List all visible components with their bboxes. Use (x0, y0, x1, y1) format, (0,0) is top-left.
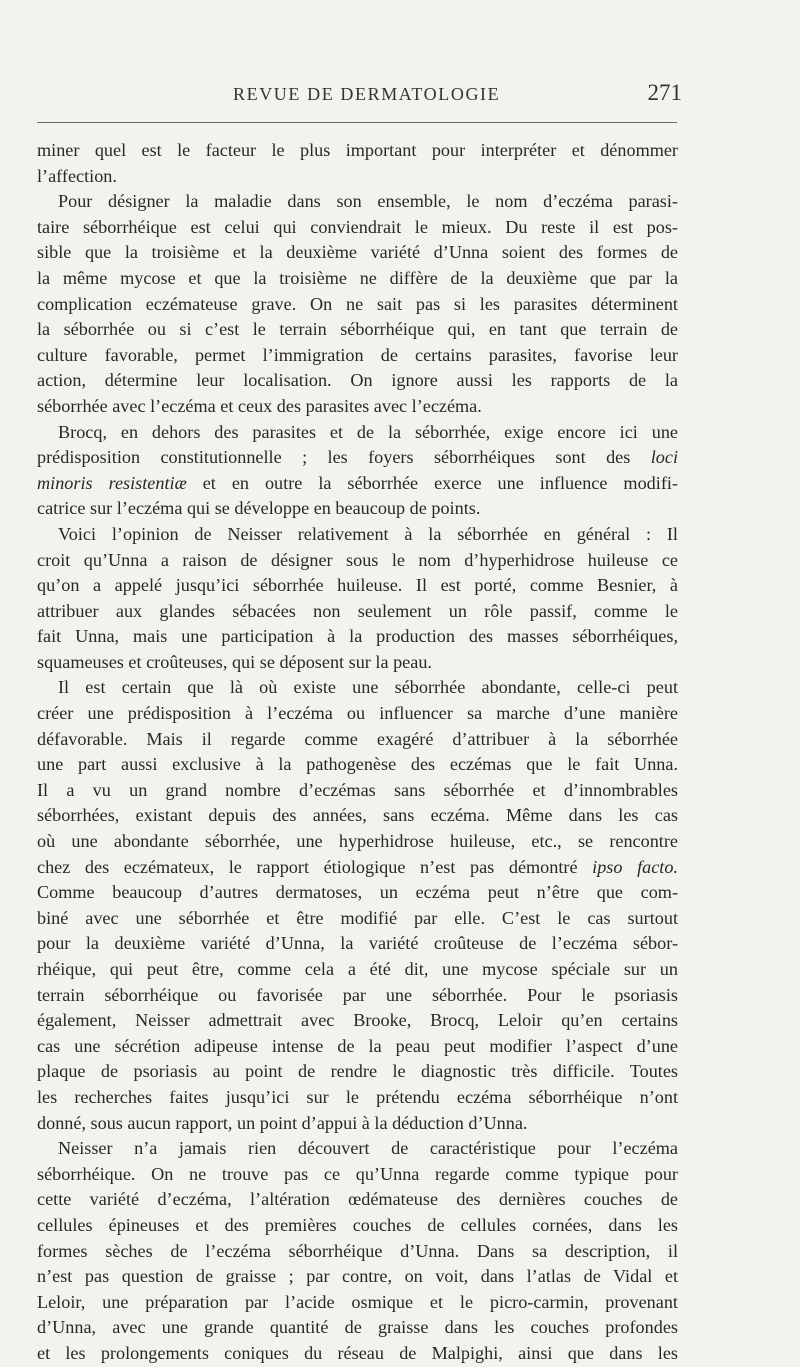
line-text: et les prolongements coniques du réseau de Malpighi, ainsi que dans les (37, 1342, 678, 1363)
line-text: la séborrhée ou si c’est le terrain séborrhéique qui, en tant que terrain de (37, 319, 678, 340)
line-text: également, Neisser admettrait avec Brooke, Brocq, Leloir qu’en certains (37, 1010, 678, 1031)
line-text: n’est pas question de graisse ; par contre, on voit, dans l’atlas de Vidal et (37, 1266, 678, 1287)
line-text: taire séborrhéique est celui qui conviendrait le mieux. Du reste il est pos- (37, 216, 678, 237)
text-line (37, 1085, 678, 1111)
line-text: chez des eczémateux, le rapport étiologique n’est pas démontré (37, 856, 593, 877)
text-line (37, 522, 678, 548)
text-line (37, 164, 678, 190)
text-line (37, 138, 678, 164)
line-text: terrain séborrhéique ou favorisée par une séborrhée. Pour le psoriasis (37, 984, 678, 1005)
page-number: 271 (647, 80, 682, 105)
body-text (37, 138, 678, 1367)
text-line (37, 675, 678, 701)
line-text: miner quel est le facteur le plus important pour interpréter et dénommer (37, 140, 678, 160)
text-line (37, 931, 678, 957)
text-line (37, 957, 678, 983)
line-text: Il est certain que là où existe une séborrhée abondante, celle-ci peut (58, 677, 678, 698)
text-line (37, 1059, 678, 1085)
line-text: biné avec une séborrhée et être modifié par elle. C’est le cas surtout (37, 907, 678, 928)
line-text: culture favorable, permet l’immigration de certains parasites, favorise leur (37, 344, 678, 365)
text-line (37, 1111, 678, 1137)
text-line (37, 215, 678, 241)
line-text: les recherches faites jusqu’ici sur le prétendu eczéma séborrhéique n’ont (37, 1086, 678, 1107)
text-line (37, 1034, 678, 1060)
journal-title: REVUE DE DERMATOLOGIE (233, 84, 501, 104)
line-text: la même mycose et que la troisième ne diffère de la deuxième que par la (37, 267, 678, 288)
line-text: Leloir, une préparation par l’acide osmique et le picro-carmin, provenant (37, 1291, 678, 1312)
text-line (37, 292, 678, 318)
text-line (37, 240, 678, 266)
text-line (37, 189, 678, 215)
line-text: cette variété d’eczéma, l’altération œdémateuse des dernières couches de (37, 1189, 678, 1210)
line-text: une part aussi exclusive à la pathogenèse des eczémas que le fait Unna. (37, 754, 678, 775)
text-line (37, 368, 678, 394)
line-text: prédisposition constitutionnelle ; les foyers séborrhéiques sont des (37, 447, 651, 468)
line-text: croit qu’Unna a raison de désigner sous le nom d’hyperhidrose huileuse ce (37, 549, 678, 570)
text-line (37, 573, 678, 599)
line-text: fait Unna, mais une participation à la production des masses séborrhéiques, (37, 626, 678, 647)
text-line (37, 266, 678, 292)
line-text: rhéique, qui peut être, comme cela a été dit, une mycose spéciale sur un (37, 959, 678, 979)
line-text: créer une prédisposition à l’eczéma ou influencer sa marche d’une manière (37, 703, 678, 724)
text-line (37, 548, 678, 574)
italic-term: ipso facto. (592, 856, 678, 877)
text-line (37, 983, 678, 1009)
text-line (37, 1264, 678, 1290)
line-text: qu’on a appelé jusqu’ici séborrhée huileuse. Il est porté, comme Besnier, à (37, 575, 678, 596)
text-line (37, 599, 678, 625)
text-line (37, 1213, 678, 1239)
running-head (0, 80, 800, 110)
line-text: et en outre la séborrhée exerce une influence modifi- (186, 472, 678, 493)
line-text: plaque de psoriasis au point de rendre le diagnostic très difficile. Toutes (37, 1061, 678, 1082)
line-text: sible que la troisième et la deuxième variété d’Unna soient des formes de (37, 242, 678, 263)
text-line (37, 855, 678, 881)
text-line (37, 1162, 678, 1188)
text-line (37, 1187, 678, 1213)
text-line (37, 778, 678, 804)
text-line (37, 1341, 678, 1367)
text-line (37, 445, 678, 471)
text-line (37, 727, 678, 753)
text-line (37, 496, 678, 522)
text-line (37, 317, 678, 343)
text-line (37, 1008, 678, 1034)
line-text: complication eczémateuse grave. On ne sait pas si les parasites déterminent (37, 293, 678, 314)
line-text: formes sèches de l’eczéma séborrhéique d’Unna. Dans sa description, il (37, 1240, 678, 1261)
header-rule (37, 122, 677, 123)
text-line (37, 343, 678, 369)
line-text: pour la deuxième variété d’Unna, la variété croûteuse de l’eczéma sébor- (37, 933, 678, 954)
italic-term: minoris resistentiæ (37, 472, 187, 493)
line-text: séborrhée avec l’eczéma et ceux des parasites avec l’eczéma. (37, 395, 482, 416)
text-line (37, 752, 678, 778)
text-line (37, 906, 678, 932)
line-text: séborrhées, existant depuis des années, sans eczéma. Même dans les cas (37, 805, 678, 826)
text-line (37, 701, 678, 727)
text-line (37, 1290, 678, 1316)
text-line (37, 650, 678, 676)
text-line (37, 880, 678, 906)
text-line (37, 471, 678, 497)
line-text: cas une sécrétion adipeuse intense de la peau peut modifier l’aspect d’une (37, 1035, 678, 1056)
line-text: Comme beaucoup d’autres dermatoses, un eczéma peut n’être que com- (37, 882, 678, 903)
line-text: l’affection. (37, 165, 117, 186)
italic-term: loci (650, 447, 678, 468)
text-line (37, 624, 678, 650)
line-text: Il a vu un grand nombre d’eczémas sans séborrhée et d’innombrables (37, 779, 678, 800)
line-text: donné, sous aucun rapport, un point d’appui à la déduction d’Unna. (37, 1112, 528, 1133)
text-line (37, 394, 678, 420)
line-text: d’Unna, avec une grande quantité de graisse dans les couches profondes (37, 1317, 678, 1338)
text-line (37, 1239, 678, 1265)
line-text: séborrhéique. On ne trouve pas ce qu’Unna regarde comme typique pour (37, 1163, 678, 1184)
line-text: Brocq, en dehors des parasites et de la séborrhée, exige encore ici une (58, 421, 678, 442)
line-text: défavorable. Mais il regarde comme exagéré d’attribuer à la séborrhée (37, 728, 678, 749)
text-line (37, 803, 678, 829)
text-line (37, 829, 678, 855)
line-text: cellules épineuses et des premières couches de cellules cornées, dans les (37, 1214, 678, 1235)
text-line (37, 1315, 678, 1341)
text-line (37, 420, 678, 446)
line-text: squameuses et croûteuses, qui se déposent sur la peau. (37, 651, 432, 672)
line-text: Pour désigner la maladie dans son ensemble, le nom d’eczéma parasi- (58, 191, 678, 212)
line-text: Voici l’opinion de Neisser relativement à la séborrhée en général : Il (58, 523, 678, 544)
line-text: Neisser n’a jamais rien découvert de caractéristique pour l’eczéma (58, 1138, 678, 1159)
line-text: catrice sur l’eczéma qui se développe en beaucoup de points. (37, 498, 481, 519)
line-text: où une abondante séborrhée, une hyperhidrose huileuse, etc., se rencontre (37, 831, 678, 852)
line-text: attribuer aux glandes sébacées non seulement un rôle passif, comme le (37, 600, 678, 621)
text-line (37, 1136, 678, 1162)
line-text: action, détermine leur localisation. On ignore aussi les rapports de la (37, 370, 678, 391)
